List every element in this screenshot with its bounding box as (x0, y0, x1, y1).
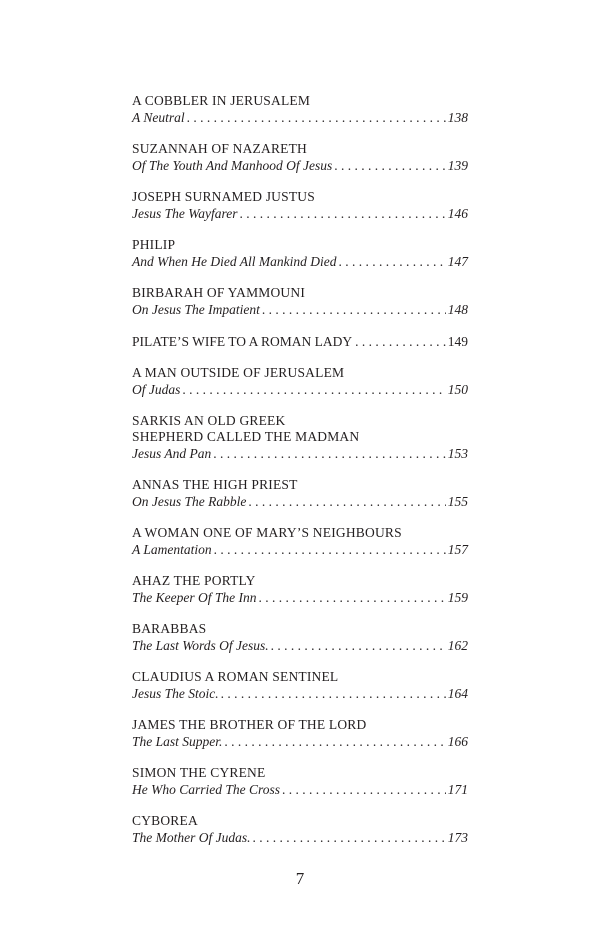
toc-speaker: BARABBAS (132, 621, 207, 636)
toc-speaker: AHAZ THE PORTLY (132, 573, 256, 588)
toc-entry[interactable] (132, 669, 468, 702)
toc-page-number: 164 (447, 686, 468, 701)
dot-leader (355, 333, 446, 350)
toc-line (132, 157, 468, 174)
toc-entry[interactable] (132, 285, 468, 318)
toc-speaker: SIMON THE CYRENE (132, 765, 266, 780)
toc-speaker: CYBOREA (132, 813, 198, 828)
toc-entry[interactable] (132, 525, 468, 558)
toc-title: On Jesus The Rabble (132, 494, 247, 509)
toc-entry[interactable] (132, 93, 468, 126)
toc-speaker: CLAUDIUS A ROMAN SENTINEL (132, 669, 339, 684)
toc-page-number: 148 (447, 302, 468, 317)
toc-speaker: PILATE’S WIFE TO A ROMAN LADY (132, 334, 353, 349)
toc-line (132, 205, 468, 222)
toc-page-number: 153 (447, 446, 468, 461)
dot-leader (258, 589, 445, 606)
toc-line (132, 733, 468, 750)
toc-title: A Lamentation (132, 542, 212, 557)
toc-title: The Mother Of Judas. (132, 830, 251, 845)
page-number: 7 (295, 869, 305, 888)
toc-line (132, 301, 468, 318)
toc-page-number: 155 (447, 494, 468, 509)
toc-page-number: 150 (447, 382, 468, 397)
toc-speaker: SHEPHERD CALLED THE MADMAN (132, 429, 360, 444)
toc-speaker: A WOMAN ONE OF MARY’S NEIGHBOURS (132, 525, 402, 540)
toc-speaker: JAMES THE BROTHER OF THE LORD (132, 717, 367, 732)
toc-line (132, 109, 468, 126)
toc-page-number: 147 (447, 254, 468, 269)
toc-entry[interactable] (132, 813, 468, 846)
toc-entry[interactable] (132, 333, 468, 350)
toc-entry[interactable] (132, 765, 468, 798)
toc-page-number: 166 (447, 734, 468, 749)
toc-entry[interactable] (132, 365, 468, 398)
toc-line (132, 637, 468, 654)
toc-entry[interactable] (132, 717, 468, 750)
toc-entry[interactable] (132, 573, 468, 606)
toc-title: Jesus And Pan (132, 446, 212, 461)
dot-leader (334, 157, 445, 174)
toc-line (132, 685, 468, 702)
toc-title: The Last Words Of Jesus. (132, 638, 269, 653)
dot-leader (282, 781, 446, 798)
toc-speaker: PHILIP (132, 237, 176, 252)
toc-speaker: A COBBLER IN JERUSALEM (132, 93, 311, 108)
toc-title: The Last Supper. (132, 734, 223, 749)
toc-speaker: BIRBARAH OF YAMMOUNI (132, 285, 306, 300)
dot-leader (240, 205, 446, 222)
toc-speaker: SARKIS AN OLD GREEK (132, 413, 286, 428)
toc-page-number: 138 (447, 110, 468, 125)
toc-line (132, 333, 468, 350)
toc-entry[interactable] (132, 237, 468, 270)
dot-leader (221, 685, 446, 702)
toc-title: Jesus The Stoic. (132, 686, 219, 701)
toc-line (132, 589, 468, 606)
toc-entry[interactable] (132, 477, 468, 510)
dot-leader (271, 637, 446, 654)
dot-leader (262, 301, 446, 318)
toc-title: The Keeper Of The Inn (132, 590, 257, 605)
toc-speaker: A MAN OUTSIDE OF JERUSALEM (132, 365, 345, 380)
toc-speaker: SUZANNAH OF NAZARETH (132, 141, 307, 156)
toc-page-number: 171 (447, 782, 468, 797)
toc-page-number: 146 (447, 206, 468, 221)
toc-entry[interactable] (132, 189, 468, 222)
table-of-contents (132, 93, 468, 861)
toc-line (132, 493, 468, 510)
dot-leader (213, 445, 446, 462)
dot-leader (338, 253, 445, 270)
toc-page-number: 149 (447, 334, 468, 349)
toc-line (132, 541, 468, 558)
dot-leader (224, 733, 445, 750)
dot-leader (253, 829, 446, 846)
toc-line (132, 781, 468, 798)
toc-title: A Neutral (132, 110, 185, 125)
dot-leader (182, 381, 445, 398)
dot-leader (248, 493, 445, 510)
toc-line (132, 445, 468, 462)
toc-title: Jesus The Wayfarer (132, 206, 238, 221)
toc-line (132, 829, 468, 846)
toc-entry[interactable] (132, 621, 468, 654)
toc-line (132, 381, 468, 398)
toc-title: On Jesus The Impatient (132, 302, 260, 317)
toc-page-number: 162 (447, 638, 468, 653)
toc-entry[interactable] (132, 141, 468, 174)
toc-speaker: JOSEPH SURNAMED JUSTUS (132, 189, 315, 204)
toc-entry[interactable] (132, 413, 468, 462)
toc-title: Of Judas (132, 382, 181, 397)
toc-page-number: 157 (447, 542, 468, 557)
toc-title: And When He Died All Mankind Died (132, 254, 337, 269)
toc-line (132, 253, 468, 270)
dot-leader (187, 109, 446, 126)
toc-page-number: 173 (447, 830, 468, 845)
toc-title: Of The Youth And Manhood Of Jesus (132, 158, 333, 173)
dot-leader (214, 541, 446, 558)
toc-page-number: 159 (447, 590, 468, 605)
toc-speaker: ANNAS THE HIGH PRIEST (132, 477, 298, 492)
toc-title: He Who Carried The Cross (132, 782, 281, 797)
toc-page-number: 139 (447, 158, 468, 173)
